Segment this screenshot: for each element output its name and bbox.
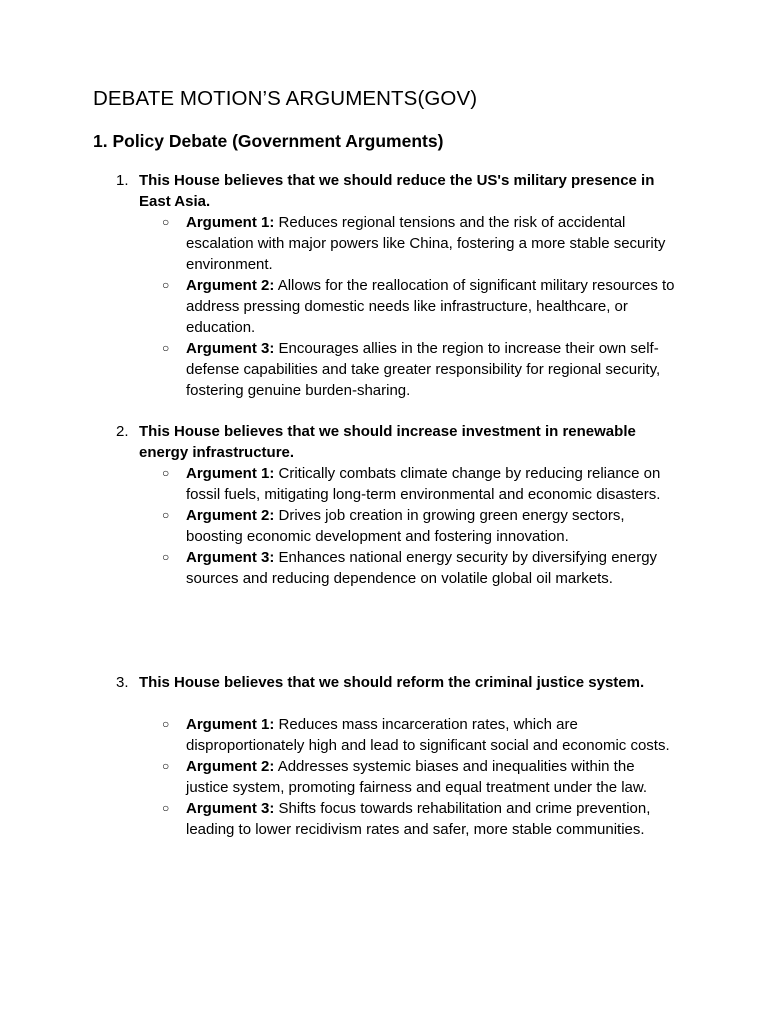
hollow-circle-bullet-icon: ○	[162, 466, 170, 480]
argument-item	[0, 505, 676, 547]
hollow-circle-bullet-icon: ○	[162, 717, 170, 731]
hollow-circle-bullet-icon: ○	[162, 341, 170, 355]
argument-label: Argument 2:	[186, 507, 275, 524]
motion-number: 1.	[116, 172, 129, 189]
argument-text: Reduces regional tensions and the risk of accidental escalation with major powers like China, fostering a more stable security environment.	[186, 214, 666, 273]
argument-label: Argument 2:	[186, 758, 275, 775]
argument-item	[0, 338, 676, 401]
argument-list	[0, 463, 768, 589]
argument-label: Argument 2:	[186, 277, 275, 294]
document-title: DEBATE MOTION’S ARGUMENTS(GOV)	[93, 87, 478, 110]
argument-item	[0, 756, 676, 798]
hollow-circle-bullet-icon: ○	[162, 278, 170, 292]
argument-item	[0, 212, 676, 275]
argument-text: Allows for the reallocation of significant military resources to address pressing domestic needs like infrastructure, healthcare, or education.	[186, 277, 675, 336]
argument-label: Argument 1:	[186, 716, 275, 733]
motion-title: This House believes that we should increase investment in renewable energy infrastructure.	[139, 423, 636, 461]
argument-text: Shifts focus towards rehabilitation and crime prevention, leading to lower recidivism rates and safer, more stable communities.	[186, 800, 651, 838]
motion-title: This House believes that we should reform the criminal justice system.	[139, 674, 645, 691]
argument-list	[0, 212, 768, 401]
argument-item	[0, 547, 676, 589]
argument-text: Encourages allies in the region to increase their own self-defense capabilities and take greater responsibility for regional security, fostering genuine burden-sharing.	[186, 340, 661, 399]
argument-item	[0, 275, 676, 338]
hollow-circle-bullet-icon: ○	[162, 508, 170, 522]
argument-label: Argument 1:	[186, 465, 275, 482]
argument-text: Drives job creation in growing green energy sectors, boosting economic development and fostering innovation.	[186, 507, 625, 545]
argument-label: Argument 3:	[186, 340, 275, 357]
argument-label: Argument 1:	[186, 214, 275, 231]
argument-text: Enhances national energy security by diversifying energy sources and reducing dependence on volatile global oil markets.	[186, 549, 658, 587]
argument-text: Reduces mass incarceration rates, which are disproportionately high and lead to significant social and economic costs.	[186, 716, 670, 754]
argument-text: Addresses systemic biases and inequalities within the justice system, promoting fairness and equal treatment under the law.	[186, 758, 648, 796]
argument-text: Critically combats climate change by reducing reliance on fossil fuels, mitigating long-term environmental and economic disasters.	[186, 465, 661, 503]
hollow-circle-bullet-icon: ○	[162, 801, 170, 815]
argument-item	[0, 463, 676, 505]
argument-list	[0, 714, 768, 840]
motion-number: 2.	[116, 423, 129, 440]
argument-label: Argument 3:	[186, 549, 275, 566]
argument-item	[0, 714, 676, 756]
hollow-circle-bullet-icon: ○	[162, 215, 170, 229]
hollow-circle-bullet-icon: ○	[162, 759, 170, 773]
argument-item	[0, 798, 676, 840]
motion-number: 3.	[116, 674, 129, 691]
argument-label: Argument 3:	[186, 800, 275, 817]
motion-title: This House believes that we should reduce the US's military presence in East Asia.	[139, 172, 655, 210]
hollow-circle-bullet-icon: ○	[162, 550, 170, 564]
section-heading: 1. Policy Debate (Government Arguments)	[93, 131, 444, 151]
